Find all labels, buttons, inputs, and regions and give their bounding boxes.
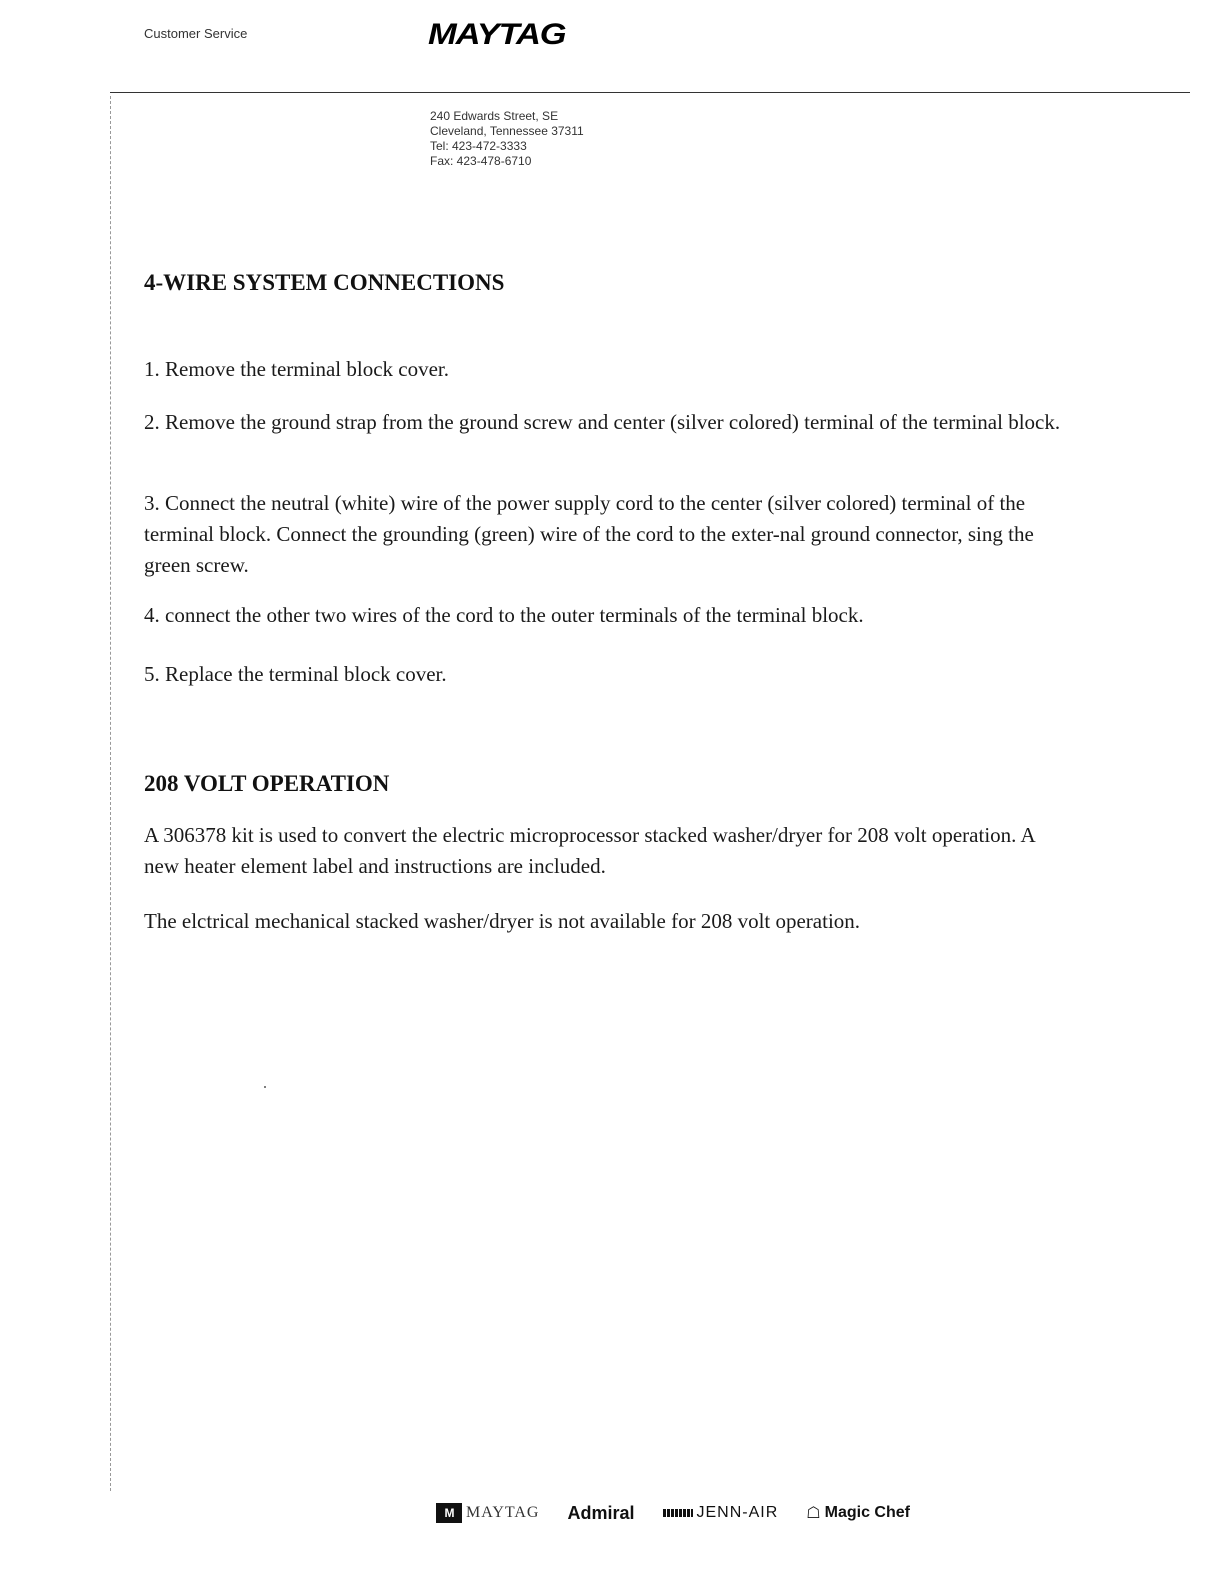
brand-magic-chef [806,1503,910,1523]
footer-brands [436,1496,910,1530]
department-label: Customer Service [144,26,248,41]
brand-jenn-air-name: JENN-AIR [696,1504,779,1521]
address-tel: Tel: 423-472-3333 [430,139,527,153]
step-3: 3. Connect the neutral (white) wire of the power supply cord to the center (silver colored) terminal of the terminal block. Connect the grounding (green) wire of the cord to the exter-nal ground connector, sing the green screw. [144,491,1034,577]
jenn-air-mark-icon [663,1509,693,1517]
maytag-logo: MAYTAG [428,18,566,51]
step-2: 2. Remove the ground strap from the ground screw and center (silver colored) terminal of the terminal block. [144,410,1061,434]
address-block [430,109,584,169]
brand-admiral [567,1503,634,1524]
section-heading-4-wire: 4-WIRE SYSTEM CONNECTIONS [144,270,505,295]
chef-hat-icon: ☖ [806,1505,821,1522]
brand-magic-chef-name: Magic Chef [824,1504,910,1521]
address-street: 240 Edwards Street, SE [430,109,559,123]
kit-paragraph: A 306378 kit is used to convert the electric microprocessor stacked washer/dryer for 208 volt operation. A new heater element label and instructions are included. [144,823,1035,878]
availability-paragraph: The elctrical mechanical stacked washer/dryer is not available for 208 volt operation. [144,909,861,933]
section-heading-208-volt: 208 VOLT OPERATION [144,771,390,796]
step-1: 1. Remove the terminal block cover. [144,357,449,381]
brand-maytag-name: MAYTAG [466,1504,540,1521]
margin-rule [110,96,111,1491]
step-4: 4. connect the other two wires of the cord to the outer terminals of the terminal block. [144,603,864,627]
brand-jenn-air [663,1504,779,1522]
address-fax: Fax: 423-478-6710 [430,154,532,168]
brand-admiral-name: Admiral [567,1502,635,1523]
brand-maytag [436,1503,539,1523]
maytag-mark-icon: M [436,1503,462,1523]
header-rule [110,92,1190,93]
address-city: Cleveland, Tennessee 37311 [430,124,584,138]
scan-speck [264,1086,266,1088]
step-5: 5. Replace the terminal block cover. [144,662,447,686]
